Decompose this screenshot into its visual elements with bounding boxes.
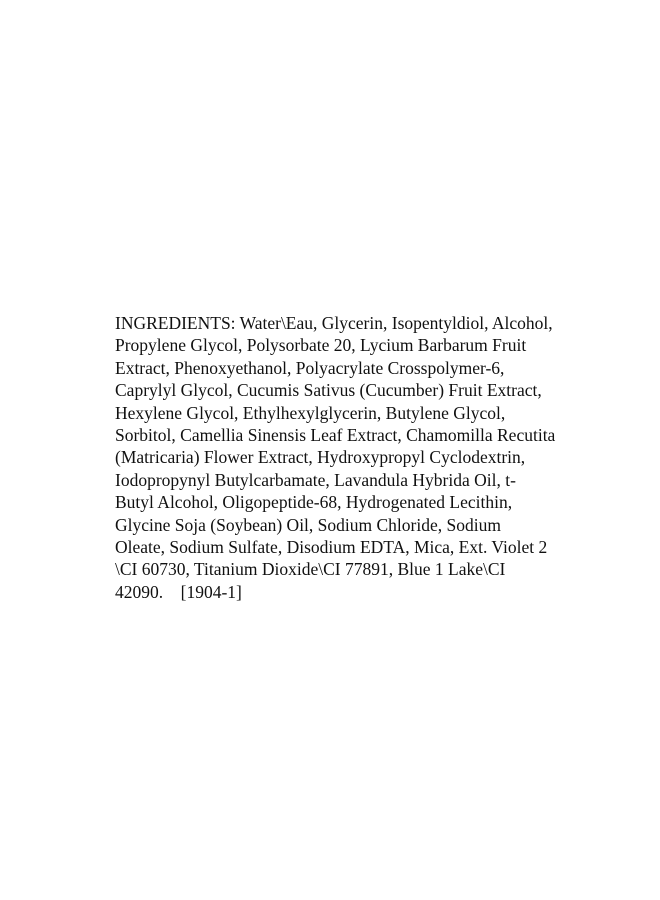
ingredients-line: Caprylyl Glycol, Cucumis Sativus (Cucumber) Fruit Extract, (115, 380, 542, 401)
ingredients-line: Iodopropynyl Butylcarbamate, Lavandula Hybrida Oil, t- (115, 469, 516, 490)
ingredients-line: Oleate, Sodium Sulfate, Disodium EDTA, Mica, Ext. Violet 2 (115, 537, 548, 558)
ingredients-line: 42090. [1904-1] (115, 581, 242, 602)
ingredients-text-block (115, 312, 555, 603)
ingredients-line: Extract, Phenoxyethanol, Polyacrylate Crosspolymer-6, (115, 357, 505, 378)
ingredients-line: (Matricaria) Flower Extract, Hydroxypropyl Cyclodextrin, (115, 447, 526, 468)
ingredients-line: Hexylene Glycol, Ethylhexylglycerin, Butylene Glycol, (115, 402, 506, 423)
ingredients-line: Sorbitol, Camellia Sinensis Leaf Extract, Chamomilla Recutita (115, 425, 556, 446)
ingredients-line: Glycine Soja (Soybean) Oil, Sodium Chloride, Sodium (115, 514, 501, 535)
ingredients-line: Propylene Glycol, Polysorbate 20, Lycium Barbarum Fruit (115, 335, 527, 356)
ingredients-line: \CI 60730, Titanium Dioxide\CI 77891, Blue 1 Lake\CI (115, 559, 506, 580)
ingredients-line: Butyl Alcohol, Oligopeptide-68, Hydrogenated Lecithin, (115, 492, 513, 513)
ingredients-line: INGREDIENTS: Water\Eau, Glycerin, Isopentyldiol, Alcohol, (115, 313, 553, 333)
